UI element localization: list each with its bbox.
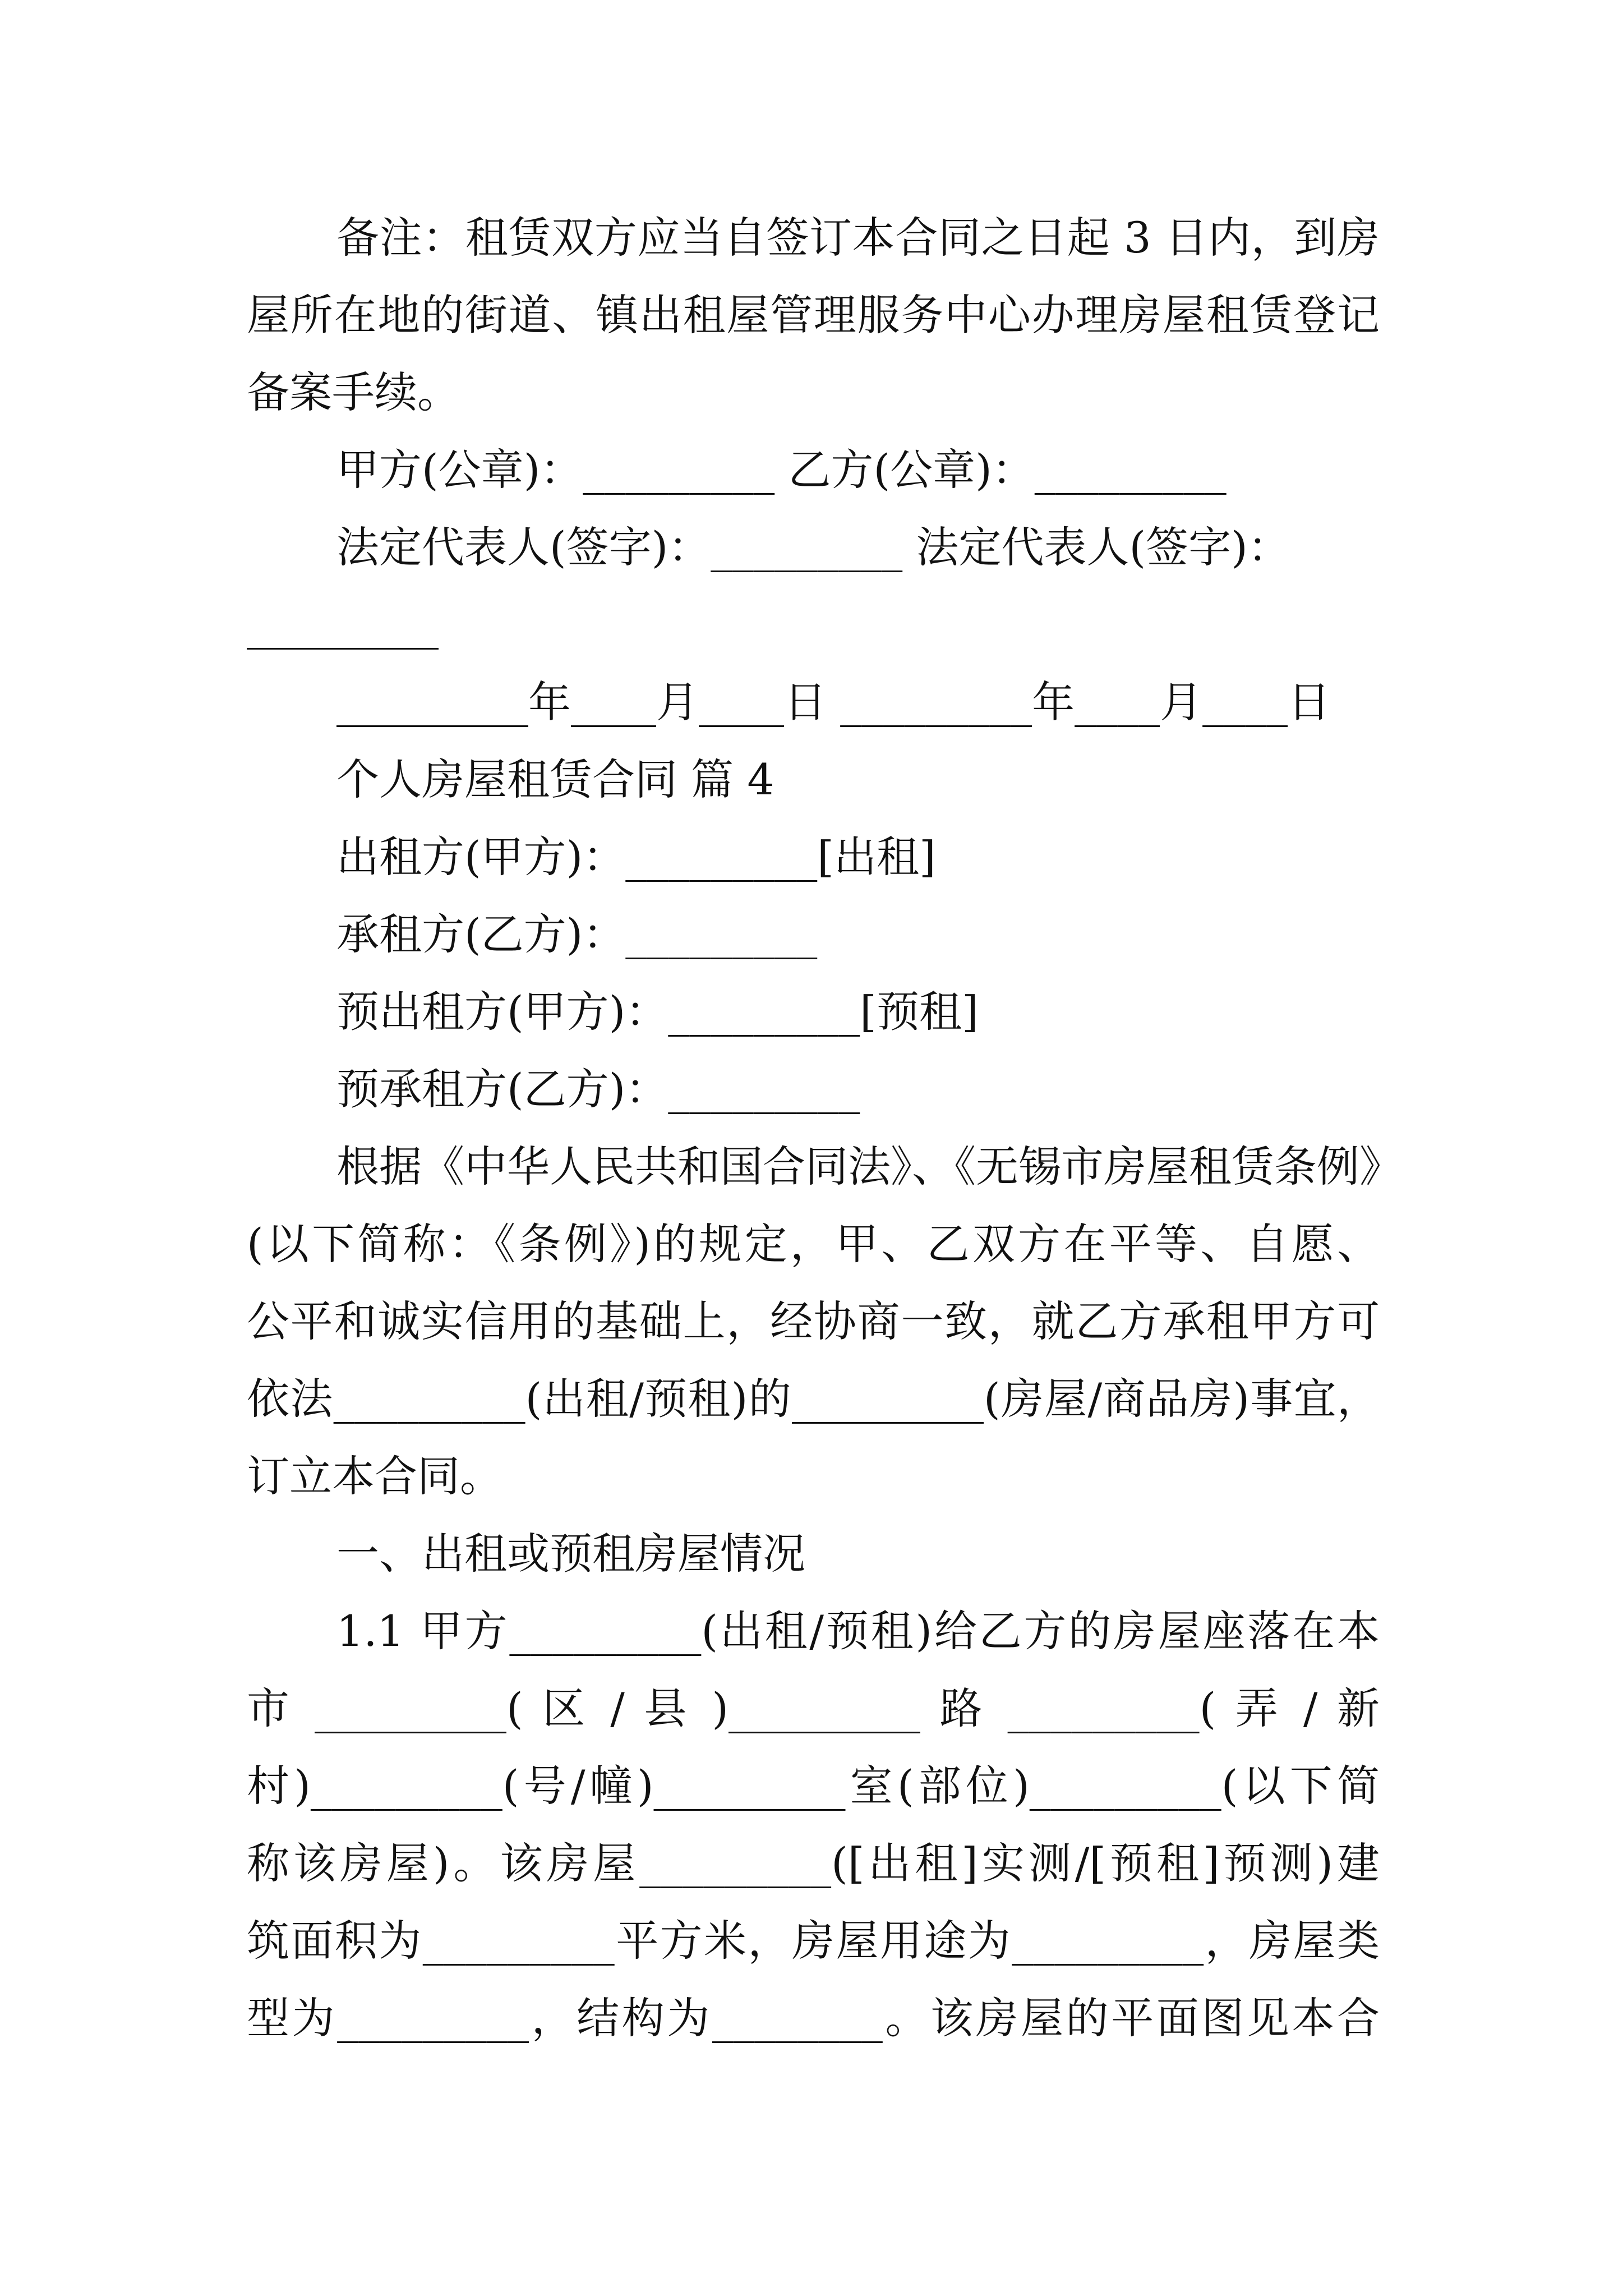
signing-date-line: _________年____月____日 _________年____月____日 (336, 677, 1331, 727)
section-title: 个人房屋租赁合同 篇 4 (336, 754, 774, 804)
preamble-line-1: 根据《中华人民共和国合同法》、《无锡市房屋租赁条例》 (336, 1142, 1402, 1191)
remark-line-1: 备注：租赁双方应当自签订本合同之日起 3 日内，到房 (336, 213, 1380, 263)
clause-1-1-line-5: 筑面积为_________平方米，房屋用途为_________，房屋类 (247, 1916, 1380, 1966)
clause-1-1-line-1: 1.1 甲方_________(出租/预租)给乙方的房屋座落在本 (336, 1606, 1380, 1656)
preamble-line-4: 依法_________(出租/预租)的_________(房屋/商品房)事宜， (247, 1374, 1380, 1424)
pre-lessor-line: 预出租方(甲方)：_________[预租] (336, 987, 979, 1037)
preamble-line-2: (以下简称：《条例》)的规定，甲、乙双方在平等、自愿、 (247, 1219, 1380, 1269)
pre-lessee-line: 预承租方(乙方)：_________ (336, 1064, 860, 1114)
clause-1-1-line-2: 市 _________( 区 / 县 )_________ 路 _________( 弄 / 新 (247, 1683, 1380, 1733)
lessor-line: 出租方(甲方)：_________[出租] (336, 832, 936, 882)
remark-line-3: 备案手续。 (247, 367, 460, 417)
preamble-line-3: 公平和诚实信用的基础上，经协商一致，就乙方承租甲方可 (247, 1296, 1380, 1346)
lessee-line: 承租方(乙方)：_________ (336, 909, 818, 959)
document-page (247, 199, 1402, 2057)
legal-rep-signature-line: 法定代表人(签字)：_________ 法定代表人(签字)： (336, 522, 1290, 572)
clause-1-1-line-3: 村)_________(号/幢)_________室(部位)_________(以下简 (247, 1761, 1380, 1811)
clause-1-1-line-6: 型为_________，结构为________。该房屋的平面图见本合 (247, 1993, 1380, 2043)
party-seal-line: 甲方(公章)：_________ 乙方(公章)：_________ (336, 445, 1227, 495)
remark-line-2: 屋所在地的街道、镇出租屋管理服务中心办理房屋租赁登记 (247, 290, 1380, 340)
clause-heading: 一、出租或预租房屋情况 (336, 1529, 805, 1579)
clause-1-1-line-4: 称该房屋)。该房屋_________([出租]实测/[预租]预测)建 (247, 1838, 1380, 1888)
preamble-line-5: 订立本合同。 (247, 1451, 502, 1501)
legal-rep-signature-blank: _________ (247, 600, 439, 650)
